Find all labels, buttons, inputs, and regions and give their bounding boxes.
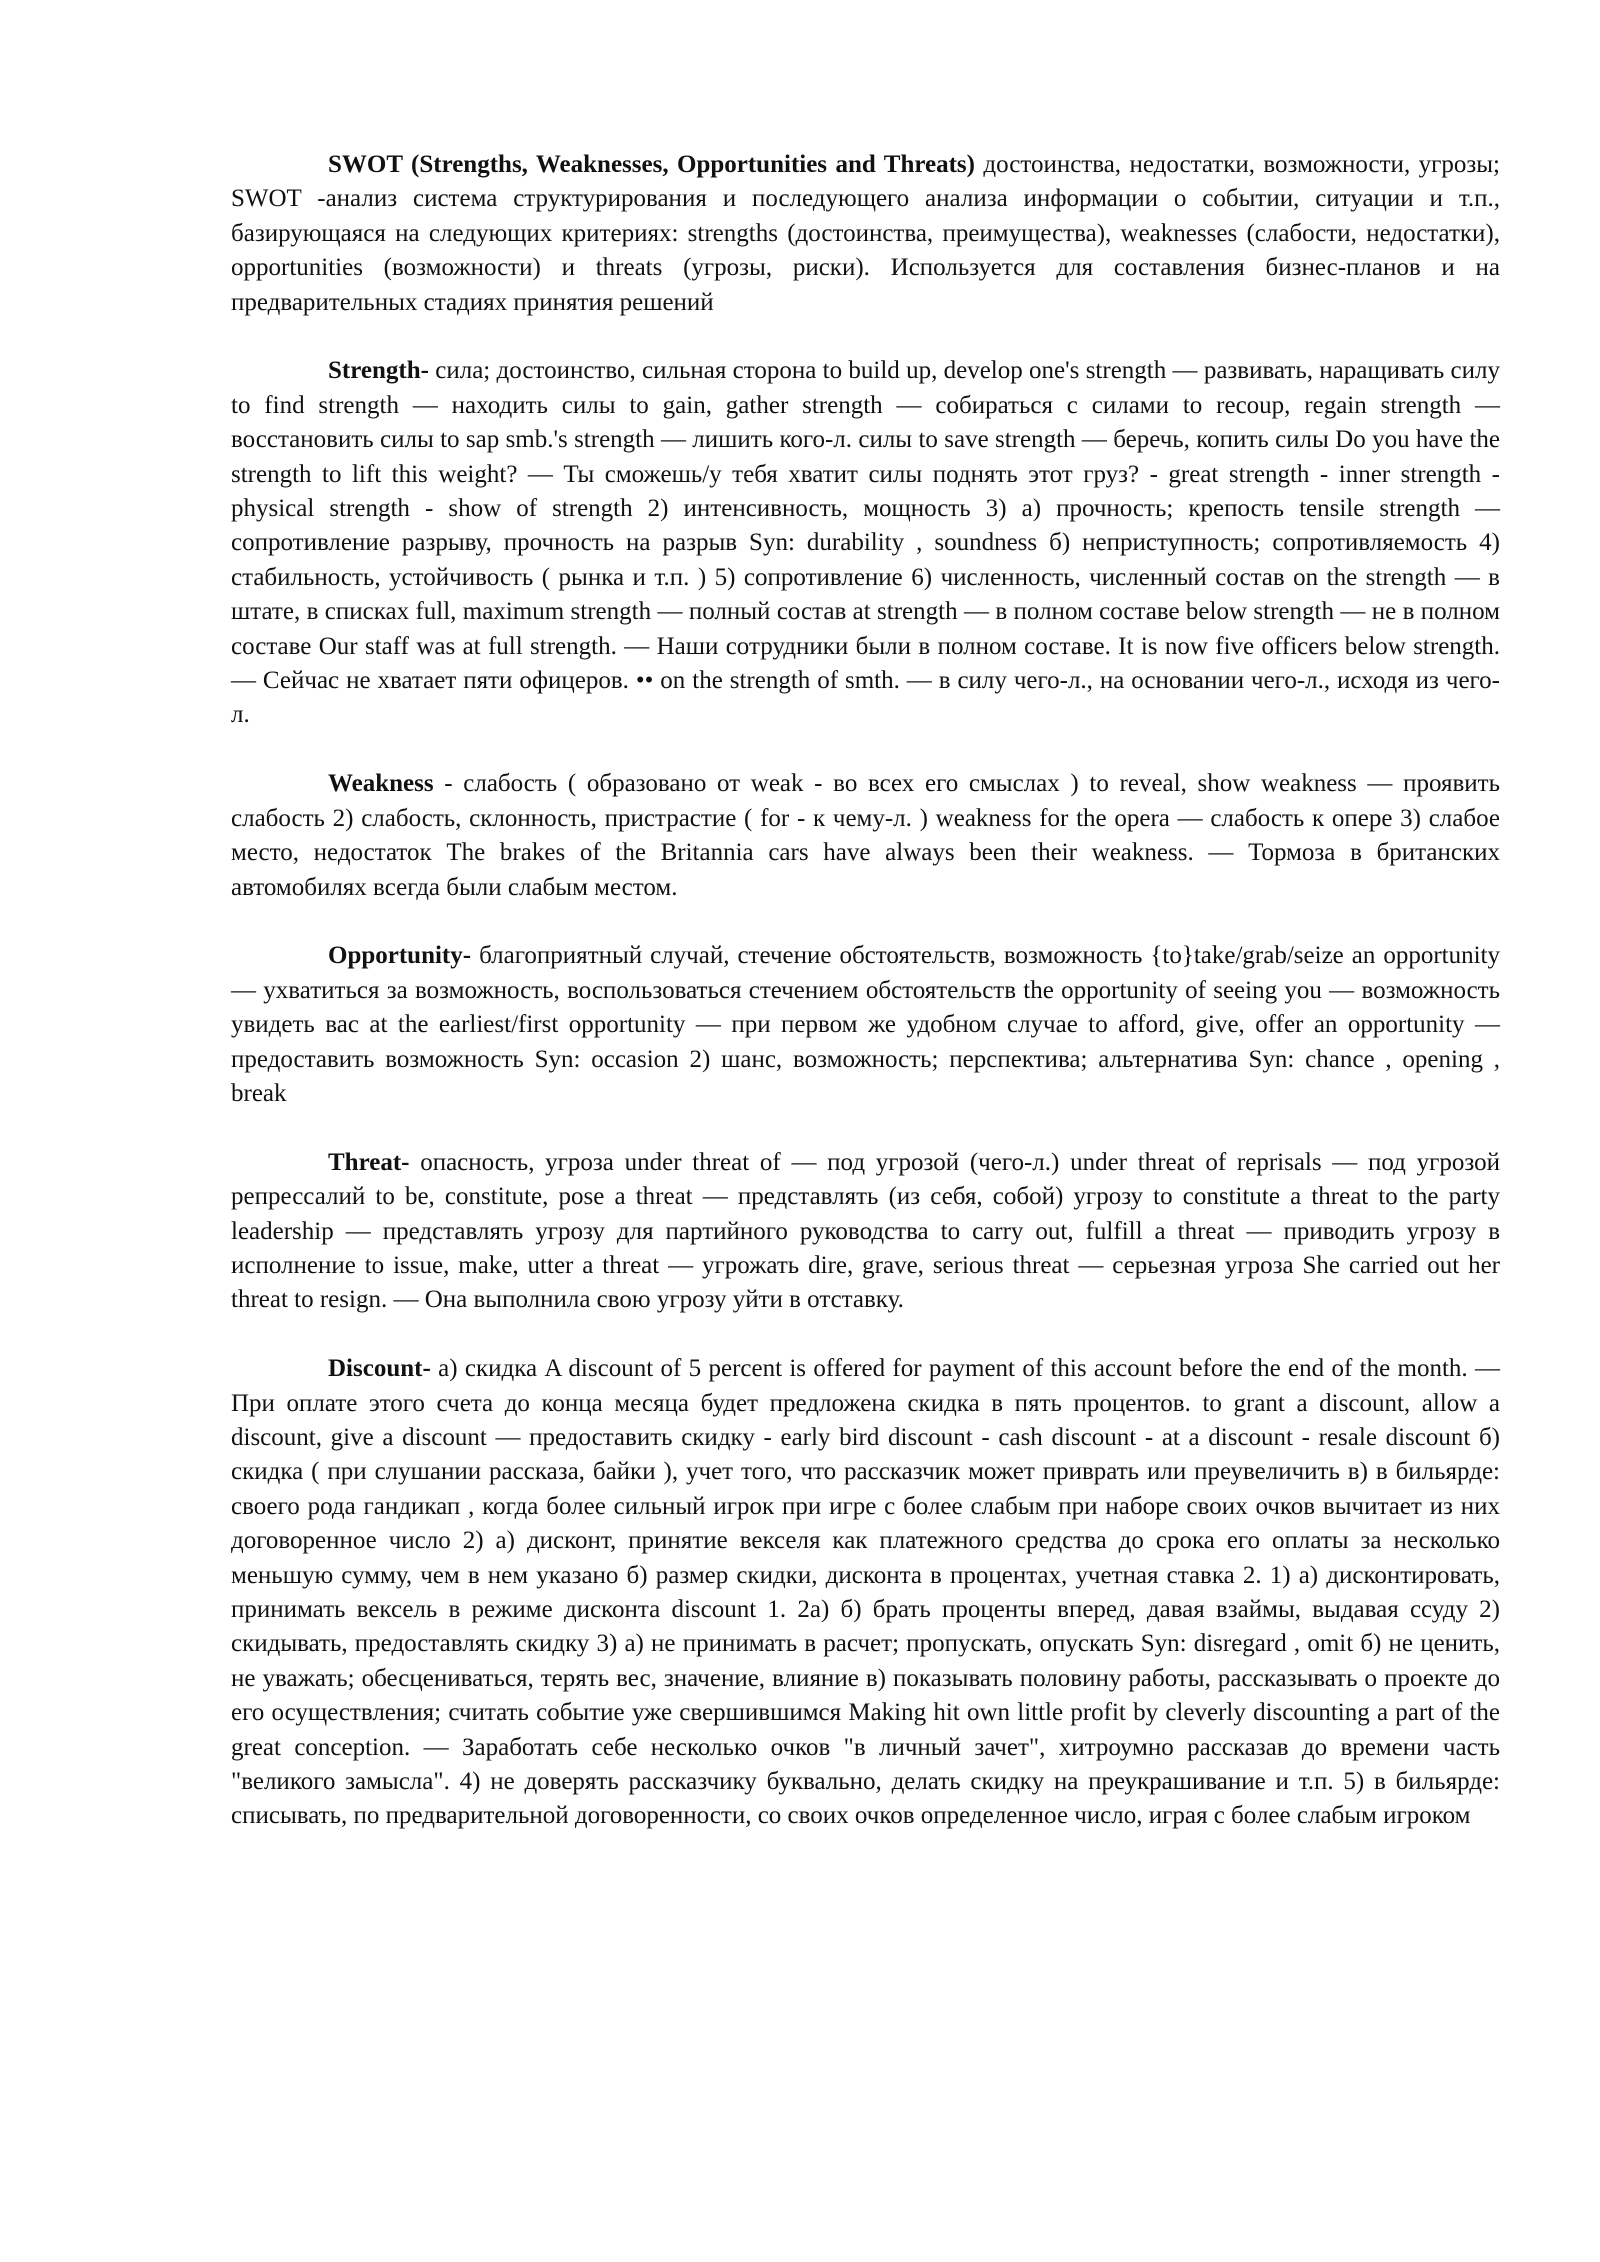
entry-definition: достоинства, недостатки, возможности, угрозы; SWOT -анализ система структурирования и последующего анализа информации о событии, ситуации и т.п., базирующаяся на следующих критериях: strengths (достоинства, преимущества), weaknesses (слабости, недостатки), opportunities (возможности) и threats (угрозы, риски). Используется для составления бизнес-планов и на предварительных стадиях принятия решений xyxy=(231,151,1501,316)
entry-opportunity xyxy=(231,939,1500,1111)
document-page xyxy=(231,148,1500,1868)
entry-term: Threat- xyxy=(328,1148,410,1176)
entry-discount xyxy=(231,1352,1500,1834)
entry-swot xyxy=(231,148,1500,320)
entry-weakness xyxy=(231,767,1500,905)
entry-threat xyxy=(231,1146,1500,1318)
entry-term: SWOT (Strengths, Weaknesses, Opportunities and Threats) xyxy=(328,151,975,178)
entry-definition: а) скидка A discount of 5 percent is offered for payment of this account before the end of the month. — При оплате этого счета до конца месяца будет предложена скидка в пять процентов. to grant a discount, allow a discount, give a discount — предоставить скидку - early bird discount - cash discount - at a discount - resale discount б) скидка ( при слушании рассказа, байки ), учет того, что рассказчик может приврать или преувеличить в) в бильярде: своего рода гандикап , когда более сильный игрок при игре с более слабым при наборе своих очков вычитает из них договоренное число 2) а) дисконт, принятие векселя как платежного средства до срока его оплаты за несколько меньшую сумму, чем в нем указано б) размер скидки, дисконта в процентах, учетная ставка 2. 1) а) дисконтировать, принимать вексель в режиме дисконта discount 1. 2а) б) брать проценты вперед, давая взаймы, выдавая ссуду 2) скидывать, предоставлять скидку 3) а) не принимать в расчет; пропускать, опускать Syn: disregard , omit б) не ценить, не уважать; обесцениваться, терять вес, значение, влияние в) показывать половину работы, рассказывать о проекте до его осуществления; считать событие уже свершившимся Making hit own little profit by cleverly discounting a part of the great conception. — Заработать себе несколько очков "в личный зачет", хитроумно рассказав до времени часть "великого замысла". 4) не доверять рассказчику буквально, делать скидку на преукрашивание и т.п. 5) в бильярде: списывать, по предварительной договоренности, со своих очков определенное число, играя с более слабым игроком xyxy=(231,1355,1500,1830)
entry-term: Weakness xyxy=(328,770,434,798)
entry-strength xyxy=(231,354,1500,732)
entry-definition: сила; достоинство, сильная сторона to build up, develop one's strength — развивать, наращивать силу to find strength — находить силы to gain, gather strength — собираться с силами to recoup, regain strength — восстановить силы to sap smb.'s strength — лишить кого-л. силы to save strength — беречь, копить силы Do you have the strength to lift this weight? — Ты сможешь/у тебя хватит силы поднять этот груз? - great strength - inner strength - physical strength - show of strength 2) интенсивность, мощность 3) а) прочность; крепость tensile strength — сопротивление разрыву, прочность на разрыв Syn: durability , soundness б) неприступность; сопротивляемость 4) стабильность, устойчивость ( рынка и т.п. ) 5) сопротивление 6) численность, численный состав on the strength — в штате, в списках full, maximum strength — полный состав at strength — в полном составе below strength — не в полном составе Our staff was at full strength. — Наши сотрудники были в полном составе. It is now five officers below strength. — Сейчас не хватает пяти офицеров. •• on the strength of smth. — в силу чего-л., на основании чего-л., исходя из чего-л. xyxy=(231,357,1500,729)
entry-term: Opportunity- xyxy=(328,942,472,970)
entry-definition: опасность, угроза under threat of — под угрозой (чего-л.) under threat of reprisals — под угрозой репрессалий to be, constitute, pose a threat — представлять (из себя, собой) угрозу to constitute a threat to the party leadership — представлять угрозу для партийного руководства to carry out, fulfill a threat — приводить угрозу в исполнение to issue, make, utter a threat — угрожать dire, grave, serious threat — серьезная угроза She carried out her threat to resign. — Она выполнила свою угрозу уйти в отставку. xyxy=(231,1148,1500,1314)
entry-definition: благоприятный случай, стечение обстоятельств, возможность {to}take/grab/seize an opportunity — ухватиться за возможность, воспользоваться стечением обстоятельств the opportunity of seeing you — возможность увидеть вас at the earliest/first opportunity — при первом же удобном случае to afford, give, offer an opportunity — предоставить возможность Syn: occasion 2) шанс, возможность; перспектива; альтернатива Syn: chance , opening , break xyxy=(231,942,1500,1107)
entry-definition: - слабость ( образовано от weak - во всех его смыслах ) to reveal, show weakness — проявить слабость 2) слабость, склонность, пристрастие ( for - к чему-л. ) weakness for the opera — слабость к опере 3) слабое место, недостаток The brakes of the Britannia cars have always been their weakness. — Тормоза в британских автомобилях всегда были слабым местом. xyxy=(231,770,1500,901)
entry-term: Discount- xyxy=(328,1355,431,1383)
entry-term: Strength- xyxy=(328,357,429,385)
